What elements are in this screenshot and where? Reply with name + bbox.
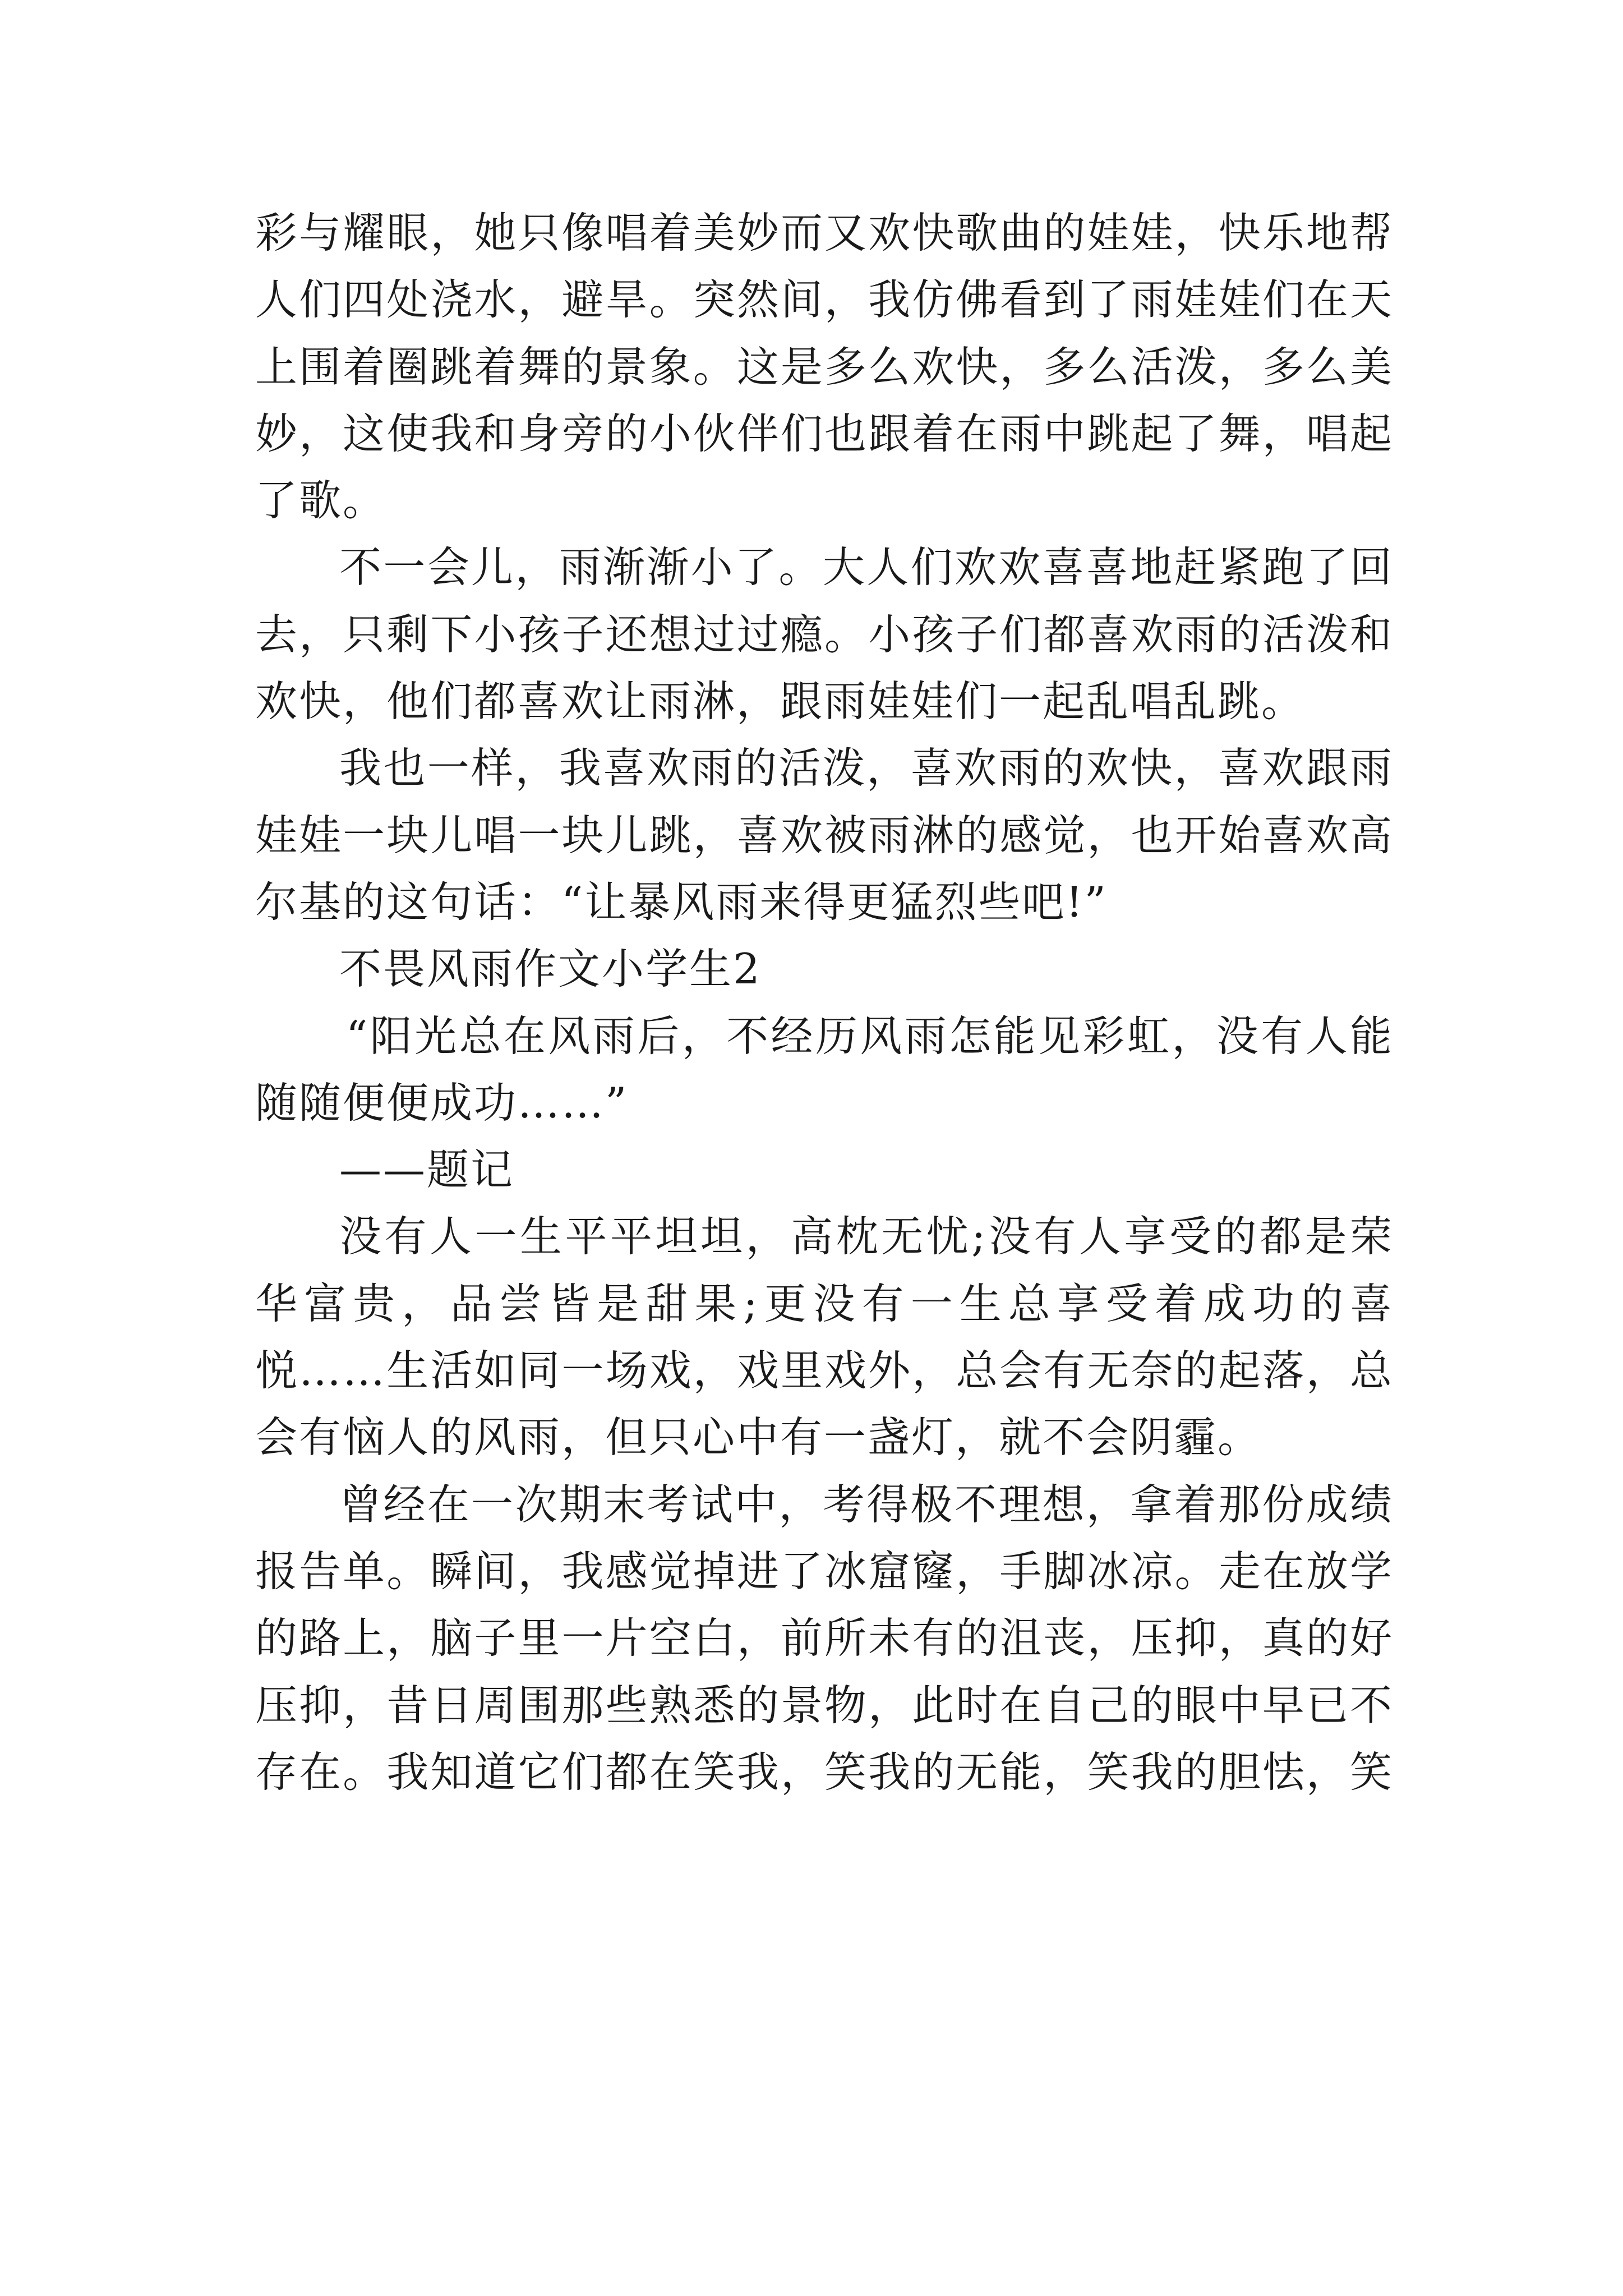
text-line: 妙，这使我和身旁的小伙伴们也跟着在雨中跳起了舞，唱起 <box>255 408 1394 458</box>
epigraph-quote: “阳光总在风雨后，不经历风雨怎能见彩虹，没有人能 <box>346 1011 1394 1061</box>
text-line: 了歌。 <box>255 476 387 526</box>
text-line: 尔基的这句话：“让暴风雨来得更猛烈些吧!” <box>255 877 1108 927</box>
text-line: 华富贵，品尝皆是甜果;更没有一生总享受着成功的喜 <box>255 1278 1394 1328</box>
paragraph-first-line: 我也一样，我喜欢雨的活泼，喜欢雨的欢快，喜欢跟雨 <box>339 743 1394 793</box>
text-line: 欢快，他们都喜欢让雨淋，跟雨娃娃们一起乱唱乱跳。 <box>255 677 1306 726</box>
text-line: 彩与耀眼，她只像唱着美妙而又欢快歌曲的娃娃，快乐地帮 <box>255 208 1394 257</box>
text-line: 上围着圈跳着舞的景象。这是多么欢快，多么活泼，多么美 <box>255 342 1394 392</box>
text-line: 会有恼人的风雨，但只心中有一盏灯，就不会阴霾。 <box>255 1412 1262 1462</box>
text-line: 去，只剩下小孩子还想过过瘾。小孩子们都喜欢雨的活泼和 <box>255 609 1394 659</box>
text-line: 压抑，昔日周围那些熟悉的景物，此时在自己的眼中早已不 <box>255 1680 1394 1730</box>
text-line: 存在。我知道它们都在笑我，笑我的无能，笑我的胆怯，笑 <box>255 1747 1394 1797</box>
text-line: 悦……生活如同一场戏，戏里戏外，总会有无奈的起落，总 <box>255 1346 1394 1396</box>
text-line: 人们四处浇水，避旱。突然间，我仿佛看到了雨娃娃们在天 <box>255 275 1394 325</box>
paragraph-first-line: 曾经在一次期末考试中，考得极不理想，拿着那份成绩 <box>339 1479 1394 1529</box>
paragraph-first-line: 不一会儿，雨渐渐小了。大人们欢欢喜喜地赶紧跑了回 <box>339 542 1394 592</box>
text-line: 娃娃一块儿唱一块儿跳，喜欢被雨淋的感觉，也开始喜欢高 <box>255 810 1394 860</box>
epigraph-quote-end: 随随便便成功……” <box>255 1078 629 1128</box>
text-line: 报告单。瞬间，我感觉掉进了冰窟窿，手脚冰凉。走在放学 <box>255 1546 1394 1596</box>
document-body <box>255 200 1394 1806</box>
paragraph-first-line: 没有人一生平平坦坦，高枕无忧;没有人享受的都是荣 <box>339 1212 1394 1262</box>
epigraph-attribution: ——题记 <box>339 1145 515 1195</box>
section-heading: 不畏风雨作文小学生2 <box>339 944 762 994</box>
text-line: 的路上，脑子里一片空白，前所未有的沮丧，压抑，真的好 <box>255 1613 1394 1663</box>
